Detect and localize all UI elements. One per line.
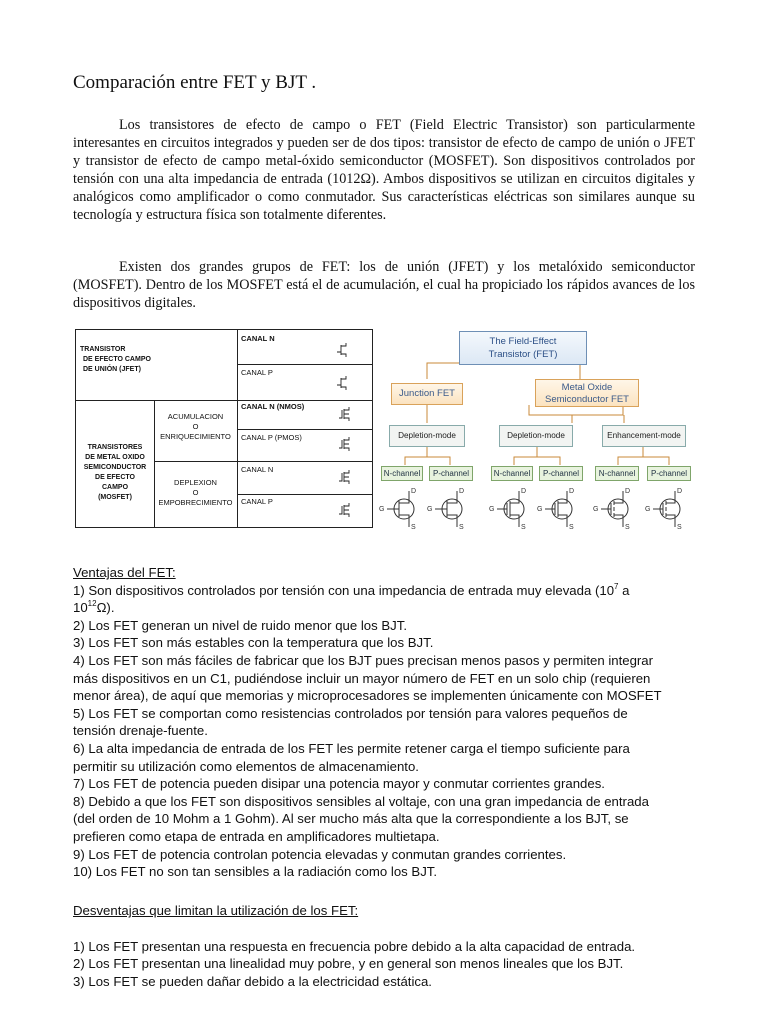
fet-classification-table [75,329,373,528]
advantages-section [73,564,713,881]
channel-dep-p: P-channel [539,466,583,481]
advantage-item-10: 10) Los FET no son tan sensibles a la radiación como los BJT. [73,864,438,880]
disadvantage-item-1: 1) Los FET presentan una respuesta en frecuencia pobre debido a la alta capacidad de entrada. [73,938,636,954]
advantage-item-8: 8) Debido a que los FET son dispositivos sensibles al voltaje, con una gran impedancia de entrada [73,793,649,809]
pin-s-6: S [677,524,682,531]
junction-fet-node: Junction FET [391,383,463,405]
pin-g-3: G [489,506,495,513]
advantage-item-6: 6) La alta impedancia de entrada de los FET les permite retener carga el tiempo suficiente para [73,740,630,756]
advantage-item-4-cont: menor área), de aquí que memorias y microprocesadores se implementen únicamente con MOSFET [73,688,662,704]
disadvantage-item-3: 3) Los FET se pueden dañar debido a la electricidad estática. [73,973,432,989]
row-nmos: CANAL N (NMOS) [241,402,305,411]
pin-s-1: S [411,524,416,531]
pin-d-2: D [459,488,465,495]
advantage-item-1: 1) Son dispositivos controlados por tensión con una impedancia de entrada muy elevada ($10^7$ a [73,581,630,598]
advantage-item-8-cont: prefieren como etapa de entrada en amplificadores multietapa. [73,828,440,844]
advantage-item-5-cont: tensión drenaje-fuente. [73,723,208,739]
pin-s-4: S [569,524,574,531]
pin-s-2: S [459,524,464,531]
disadvantages-heading: Desventajas que limitan la utilización de los FET: [73,903,359,918]
pin-g-2: G [427,506,433,513]
advantages-heading: Ventajas del FET: [73,565,176,580]
advantage-item-2: 2) Los FET generan un nivel de ruido menor que los BJT. [73,617,408,633]
intro-paragraph: Los transistores de efecto de campo o FET (Field Electric Transistor) son particularmente interesantes en circuitos integrados y pueden ser de dos tipos: transistor de efecto de campo de unión o JFET y transistor de efecto de campo metal-óxido semiconductor (MOSFET). Son dispositivos controlados por tensión con una alta impedancia de entrada (1012Ω). Ambos dispositivos se utilizan en circuitos digitales y analógicos como amplificador o como conmutador. Sus características eléctricas son similares aunque su tecnología y estructura física son totalmente diferentes. [73,117,695,223]
disadvantage-item-2: 2) Los FET presentan una linealidad muy pobre, y en general son menos lineales que los BJT. [73,956,624,972]
advantage-item-8-cont: (del orden de 10 Mohm a 1 Gohm). Al ser mucho más alta que la correspondiente a los BJT, se [73,811,629,827]
jfet-depletion-mode: Depletion-mode [389,425,465,447]
row-jfet-p: CANAL P [241,368,273,377]
pin-d-5: D [625,488,631,495]
jfet-n-symbol-icon [336,342,350,358]
channel-jfet-n: N-channel [381,466,423,481]
depletion-n-symbol-icon [338,469,352,485]
pin-g-5: G [593,506,599,513]
row-pmos: CANAL P (PMOS) [241,433,302,442]
advantage-item-5: 5) Los FET se comportan como resistencias controlados por tensión para valores pequeños de [73,705,628,721]
pin-g-4: G [537,506,543,513]
advantage-item-6-cont: permitir su utilización como elementos de almacenamiento. [73,758,419,774]
pin-d-1: D [411,488,417,495]
pin-d-3: D [521,488,527,495]
disadvantages-section [73,902,713,990]
pin-d-4: D [569,488,575,495]
row-depletion-n: CANAL N [241,465,274,474]
transistor-symbols [377,485,698,532]
jfet-label: TRANSISTOR DE EFECTO CAMPO DE UNIÓN (JFET) [80,346,151,373]
pin-g-6: G [645,506,651,513]
advantage-item-7: 7) Los FET de potencia pueden disipar una potencia mayor y conmutar corrientes grandes. [73,776,605,792]
page-title: Comparación entre FET y BJT . [73,72,317,93]
advantage-item-3: 3) Los FET son más estables con la temperatura que los BJT. [73,635,434,651]
pin-s-5: S [625,524,630,531]
row-jfet-n: CANAL N [241,334,275,343]
mosfet-depletion-mode: Depletion-mode [499,425,573,447]
advantage-item-1-cont: $10^{12}\Omega$). [73,599,115,616]
pin-d-6: D [677,488,683,495]
pmos-symbol-icon [338,436,352,452]
pin-g-1: G [379,506,385,513]
channel-dep-n: N-channel [491,466,533,481]
nmos-symbol-icon [338,406,352,422]
enhancement-label: ACUMULACION O ENRIQUECIMIENTO [160,412,231,441]
advantage-item-4: 4) Los FET son más fáciles de fabricar que los BJT pues precisan menos pasos y permiten integrar [73,652,654,668]
channel-enh-n: N-channel [595,466,639,481]
mosfet-label: TRANSISTORES DE METAL OXIDO SEMICONDUCTOR DE EFECTO CAMPO (MOSFET) [83,444,147,501]
jfet-p-symbol-icon [336,375,350,391]
row-depletion-p: CANAL P [241,497,273,506]
mosfet-enhancement-mode: Enhancement-mode [602,425,686,447]
channel-jfet-p: P-channel [429,466,473,481]
depletion-p-symbol-icon [338,502,352,518]
mosfet-node: Metal Oxide Semiconductor FET [535,379,639,407]
pin-s-3: S [521,524,526,531]
advantage-item-4-cont: más dispositivos en un C1, pudiéndose incluir un mayor número de FET en un solo chip (requieren [73,670,651,686]
fet-tree-diagram [377,327,698,532]
fet-root-node: The Field-Effect Transistor (FET) [459,331,587,365]
advantage-item-9: 9) Los FET de potencia controlan potencia elevadas y conmutan grandes corrientes. [73,846,567,862]
depletion-label: DEPLEXION O EMPOBRECIMIENTO [158,478,233,507]
groups-paragraph: Existen dos grandes grupos de FET: los de unión (JFET) y los metalóxido semiconductor (MOSFET). Dentro de los MOSFET está el de acumulación, el cual ha propiciado los rápidos avances de los dispositivos digitales. [73,259,695,311]
channel-enh-p: P-channel [647,466,691,481]
